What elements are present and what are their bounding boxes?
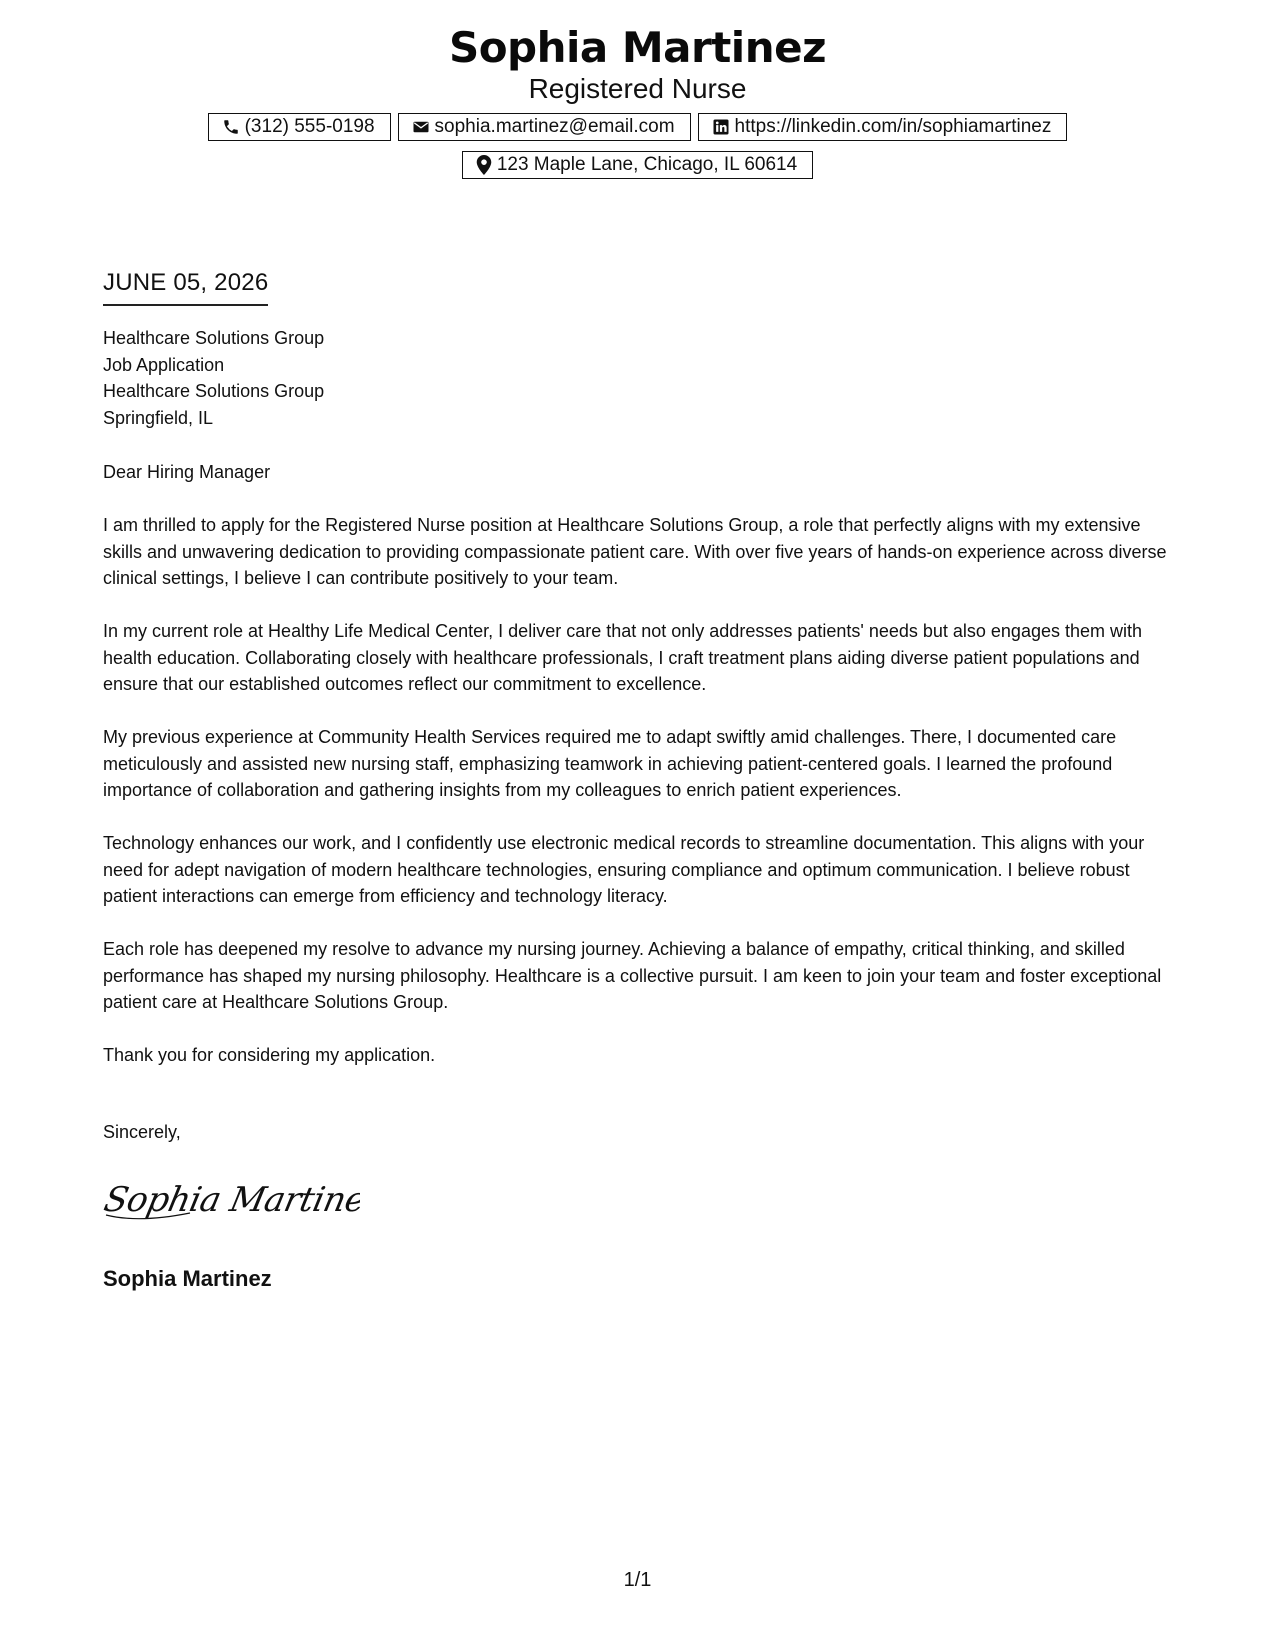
salutation: Dear Hiring Manager: [103, 462, 271, 482]
contact-linkedin[interactable]: [698, 113, 1068, 141]
contact-address[interactable]: [462, 151, 813, 179]
contact-phone[interactable]: [208, 113, 391, 141]
map-pin-icon: [476, 155, 492, 175]
recipient-line: Healthcare Solutions Group: [103, 381, 325, 401]
handwritten-signature: [100, 1175, 360, 1230]
signed-name: Sophia Martinez: [103, 1266, 272, 1291]
body-paragraph: Technology enhances our work, and I confidently use electronic medical records to streamline documentation. This aligns with your need for adept navigation of modern healthcare technologies, ensuring compliance and optimum communication. I believe robust patient interactions can emerge from efficiency and technology literacy.: [103, 833, 1145, 906]
letter-header: [0, 22, 1275, 106]
linkedin-icon: [712, 118, 730, 136]
recipient-line: Springfield, IL: [103, 407, 214, 428]
phone-text: (312) 555-0198: [244, 116, 375, 137]
contact-row-address: [0, 151, 1275, 179]
closing-line: Thank you for considering my application.: [103, 1045, 436, 1065]
sign-off: Sincerely,: [103, 1122, 181, 1142]
contact-row: [0, 113, 1275, 141]
recipient-line: Job Application: [103, 354, 225, 375]
page-number: 1/1: [623, 1569, 652, 1591]
contact-email[interactable]: [398, 113, 691, 141]
linkedin-text: https://linkedin.com/in/sophiamartinez: [734, 116, 1052, 137]
applicant-role: Registered Nurse: [528, 73, 747, 104]
svg-text:Sophia Martinez: Sophia Martinez: [100, 1180, 360, 1220]
body-paragraph: In my current role at Healthy Life Medical Center, I deliver care that not only addresses patients' needs but also engages them with health education. Collaborating closely with healthcare professionals, I craft treatment plans aiding diverse patient populations and ensure that our established outcomes reflect our commitment to excellence.: [103, 621, 1142, 694]
letter-date-block: [103, 268, 268, 306]
address-text: 123 Maple Lane, Chicago, IL 60614: [496, 154, 798, 175]
body-paragraph: My previous experience at Community Health Services required me to adapt swiftly amid challenges. There, I documented care meticulously and assisted new nursing staff, emphasizing teamwork in achieving patient-centered goals. I learned the profound importance of collaboration and gathering insights from my colleagues to enrich patient experiences.: [103, 727, 1117, 800]
recipient-line: Healthcare Solutions Group: [103, 328, 325, 348]
envelope-icon: [412, 118, 430, 136]
letter-date: JUNE 05, 2026: [103, 268, 268, 306]
letter-body: [103, 459, 1183, 1095]
email-text: sophia.martinez@email.com: [434, 116, 675, 137]
phone-icon: [222, 118, 240, 136]
body-paragraph: Each role has deepened my resolve to advance my nursing journey. Achieving a balance of empathy, critical thinking, and skilled performance has shaped my nursing philosophy. Healthcare is a collective pursuit. I am keen to join your team and foster exceptional patient care at Healthcare Solutions Group.: [103, 939, 1162, 1012]
body-paragraph: I am thrilled to apply for the Registered Nurse position at Healthcare Solutions Group, a role that perfectly aligns with my extensive skills and unwavering dedication to providing compassionate patient care. With over five years of hands-on experience across diverse clinical settings, I believe I can contribute positively to your team.: [103, 515, 1167, 588]
recipient-block: [103, 325, 324, 431]
applicant-name: Sophia Martinez: [448, 23, 827, 72]
